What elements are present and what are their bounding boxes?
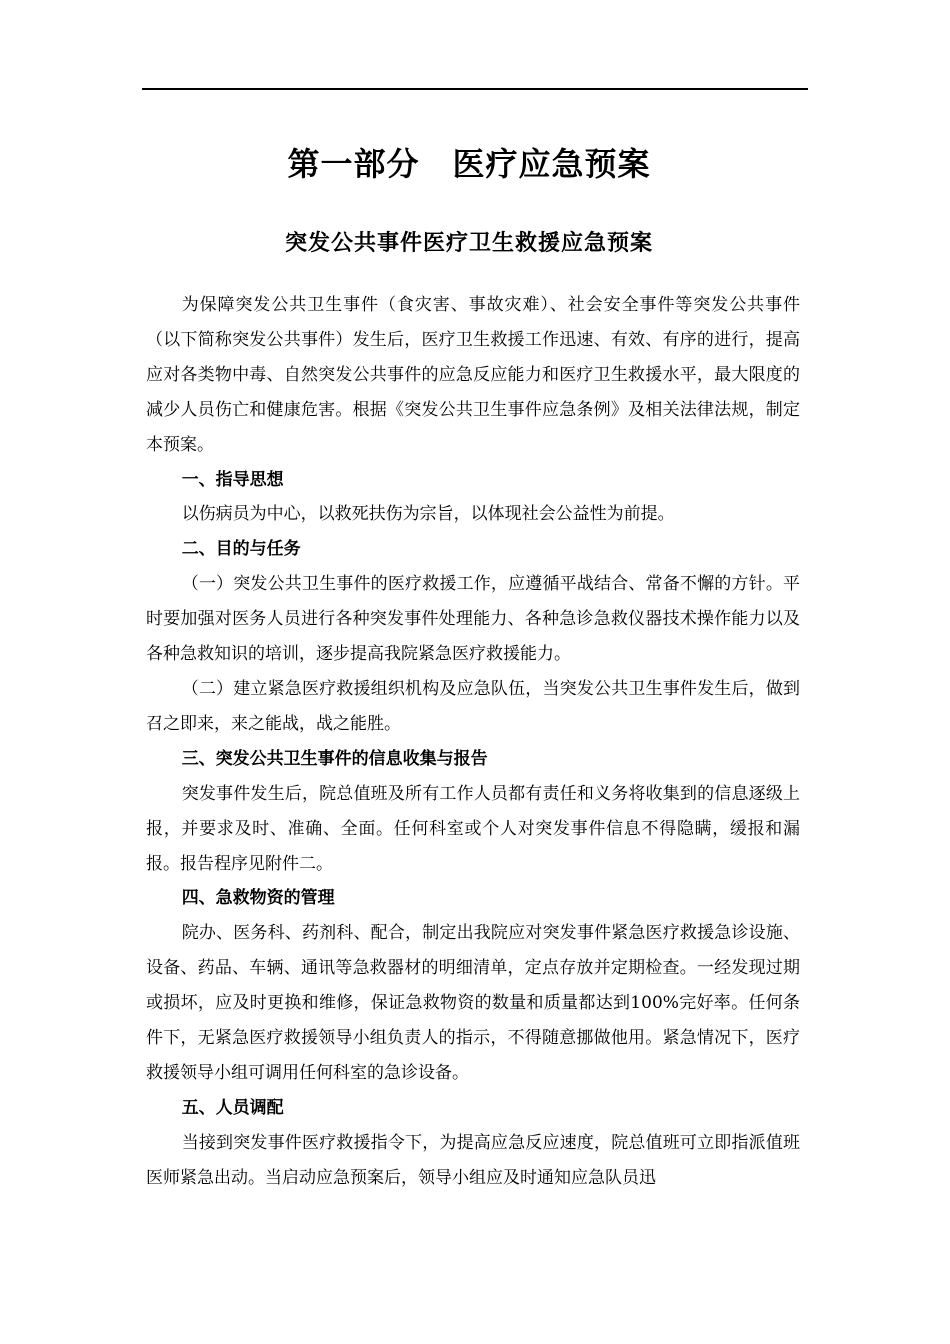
- section-heading-staff-deployment: 五、人员调配: [181, 1097, 284, 1118]
- document-title: 突发公共事件医疗卫生救援应急预案: [284, 230, 653, 256]
- body-paragraph: 当接到突发事件医疗救援指令下，为提高应急反应速度，院总值班可立即指派值班医师紧急出动。当启动应急预案后，领导小组应及时通知应急队员迅: [146, 1132, 800, 1188]
- body-paragraph: （一）突发公共卫生事件的医疗救援工作，应遵循平战结合、常备不懈的方针。平时要加强对医务人员进行各种突发事件处理能力、各种急诊急救仪器技术操作能力以及各种急救知识的培训，逐步提高我院紧急医疗救援能力。: [146, 574, 800, 665]
- section-heading-purpose-tasks: 二、目的与任务: [181, 539, 301, 560]
- part-title: 第一部分 医疗应急预案: [287, 145, 651, 183]
- body-paragraph: 院办、医务科、药剂科、配合，制定出我院应对突发事件紧急医疗救援急诊设施、设备、药品、车辆、通讯等急救器材的明细清单，定点存放并定期检查。一经发现过期或损坏，应及时更换和维修，保证急救物资的数量和质量都达到100%完好率。任何条件下，无紧急医疗救援领导小组负责人的指示，不得随意挪做他用。紧急情况下，医疗救援领导小组可调用任何科室的急诊设备。: [146, 923, 800, 1083]
- body-paragraph: 以伤病员为中心，以救死扶伤为宗旨，以体现社会公益性为前提。: [181, 504, 675, 525]
- header-rule: [142, 88, 808, 90]
- body-paragraph: 突发事件发生后，院总值班及所有工作人员都有责任和义务将收集到的信息逐级上报，并要求及时、准确、全面。任何科室或个人对突发事件信息不得隐瞒，缓报和漏报。报告程序见附件二。: [146, 783, 800, 874]
- document-body: [146, 288, 800, 1196]
- intro-paragraph: 为保障突发公共卫生事件（食灾害、事故灾难）、社会安全事件等突发公共事件（以下简称突发公共事件）发生后，医疗卫生救援工作迅速、有效、有序的进行，提高应对各类物中毒、自然突发公共事件的应急反应能力和医疗卫生救援水平，最大限度的减少人员伤亡和健康危害。根据《突发公共卫生事件应急条例》及相关法律法规，制定本预案。: [146, 295, 800, 455]
- section-heading-supplies-management: 四、急救物资的管理: [181, 888, 335, 909]
- section-heading-information-reporting: 三、突发公共卫生事件的信息收集与报告: [181, 748, 488, 769]
- section-heading-guiding-principle: 一、指导思想: [181, 469, 284, 490]
- body-paragraph: （二）建立紧急医疗救援组织机构及应急队伍，当突发公共卫生事件发生后，做到召之即来，来之能战，战之能胜。: [146, 678, 800, 734]
